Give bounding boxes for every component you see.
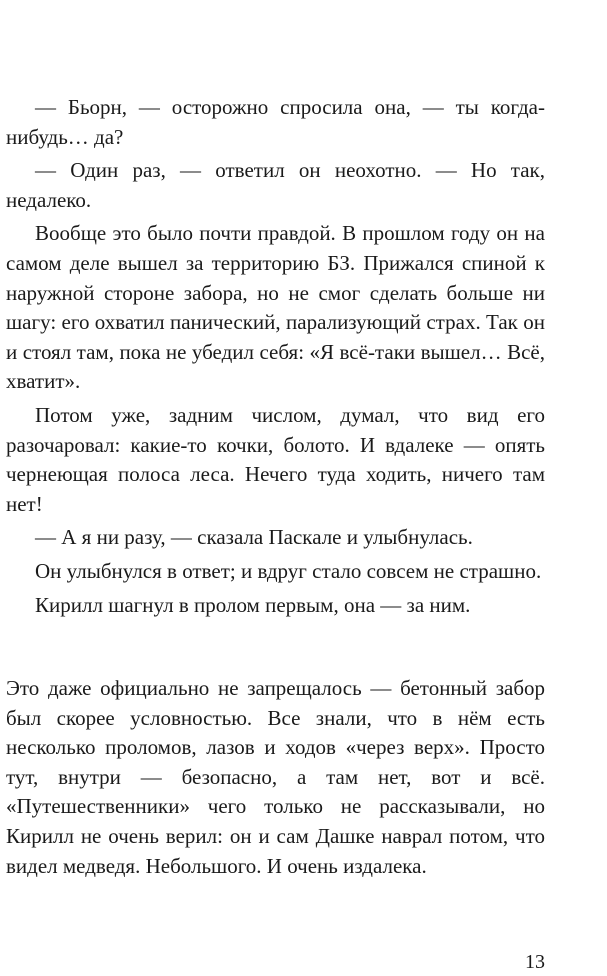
page-number: 13: [525, 951, 545, 973]
paragraph: Это даже официально не запрещалось — бетонный забор был скорее условностью. Все знали, что в нём есть несколько проломов, лазов и ходов «через верх». Просто тут, внутри — безопасно, а там нет, вот и всё. «Путешественники» чего только не рассказывали, но Кирилл не очень верил: он и сам Дашке наврал потом, что видел медведя. Небольшого. И очень издалека.: [6, 676, 545, 878]
paragraph: — Бьорн, — осторожно спросила она, — ты когда-нибудь… да?: [6, 95, 545, 149]
paragraph: — Один раз, — ответил он неохотно. — Но так, недалеко.: [6, 158, 545, 212]
paragraph: Вообще это было почти правдой. В прошлом году он на самом деле вышел за территорию БЗ. Прижался спиной к наружной стороне забора, но не смог сделать больше ни шагу: его охватил панический, парализующий страх. Так он и стоял там, пока не убедил себя: «Я всё-таки вышел… Всё, хватит».: [6, 221, 545, 394]
paragraph: Кирилл шагнул в пролом первым, она — за ним.: [35, 592, 471, 617]
paragraph: Он улыбнулся в ответ; и вдруг стало совсем не страшно.: [35, 558, 542, 583]
text-section-2: [6, 674, 545, 881]
paragraph: — А я ни разу, — сказала Паскале и улыбнулась.: [35, 525, 473, 550]
text-section-1: [6, 93, 545, 620]
paragraph: Потом уже, задним числом, думал, что вид его разочаровал: какие-то кочки, болото. И вдалеке — опять чернеющая полоса леса. Нечего туда ходить, ничего там нет!: [6, 402, 545, 516]
